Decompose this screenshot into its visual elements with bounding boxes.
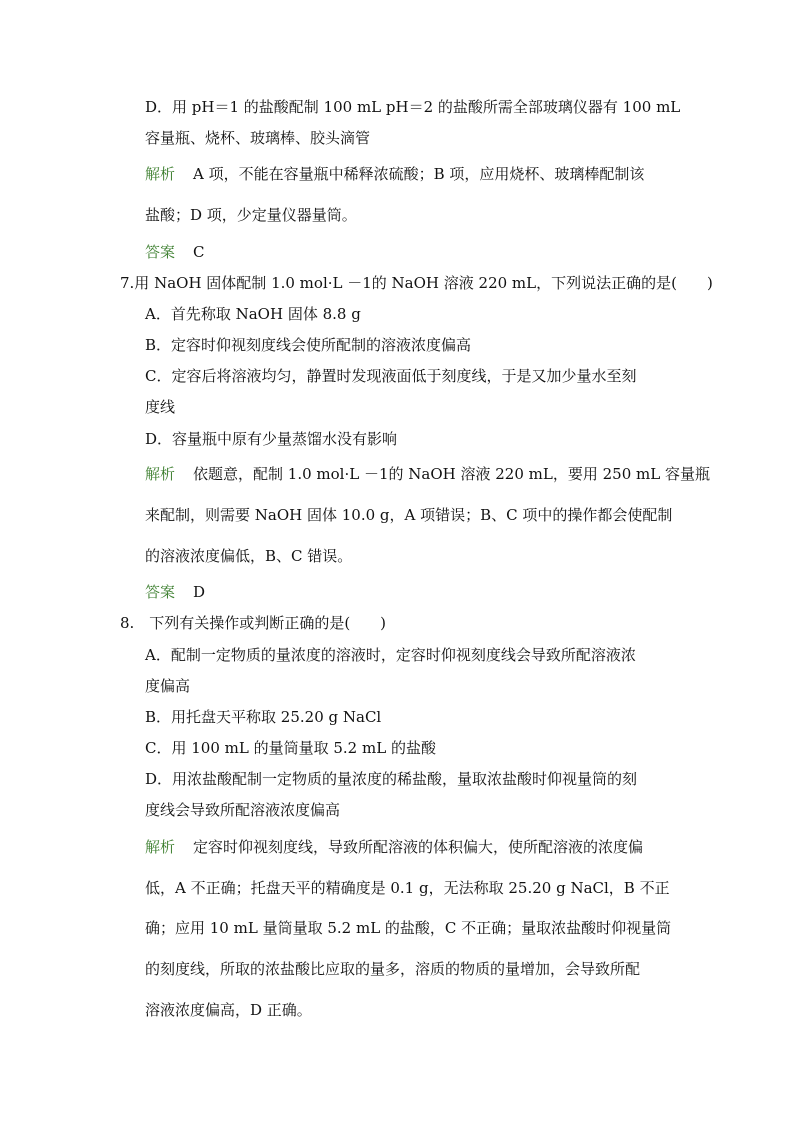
q8-analysis-text1: 定容时仰视刻度线，导致所配溶液的体积偏大，使所配溶液的浓度偏 xyxy=(193,838,644,856)
q8-analysis-line5: 溶液浓度偏高，D 正确。 xyxy=(145,1001,312,1019)
q6-option-d-line2: 容量瓶、烧杯、玻璃棒、胶头滴管 xyxy=(145,129,371,147)
q6-option-d-line1: D．用 pH＝1 的盐酸配制 100 mL pH＝2 的盐酸所需全部玻璃仪器有 100 mL xyxy=(145,98,681,116)
q6-answer-label: 答案 xyxy=(145,243,176,261)
q7-answer-label: 答案 xyxy=(145,583,176,601)
q6-answer-value: C xyxy=(193,243,205,261)
q8-option-b: B．用托盘天平称取 25.20 g NaCl xyxy=(145,708,382,726)
q7-analysis-label: 解析 xyxy=(145,465,176,483)
q7-option-b: B．定容时仰视刻度线会使所配制的溶液浓度偏高 xyxy=(145,336,472,354)
q8-stem: 8. 下列有关操作或判断正确的是( ) xyxy=(120,614,387,632)
q8-analysis-line1 xyxy=(145,837,643,857)
q6-analysis-line2: 盐酸；D 项，少定量仪器量筒。 xyxy=(145,206,357,224)
q7-option-a: A．首先称取 NaOH 固体 8.8 g xyxy=(145,305,361,323)
q7-analysis-text1: 依题意，配制 1.0 mol·L －1的 NaOH 溶液 220 mL，要用 250 mL 容量瓶 xyxy=(193,465,710,483)
q8-option-a-line1: A．配制一定物质的量浓度的溶液时，定容时仰视刻度线会导致所配溶液浓 xyxy=(145,646,636,664)
q8-option-a-line2: 度偏高 xyxy=(145,677,191,695)
q7-option-d: D．容量瓶中原有少量蒸馏水没有影响 xyxy=(145,430,398,448)
q7-option-c-line1: C．定容后将溶液均匀，静置时发现液面低于刻度线，于是又加少量水至刻 xyxy=(145,367,637,385)
q6-answer xyxy=(145,242,205,262)
q8-option-d-line2: 度线会导致所配溶液浓度偏高 xyxy=(145,801,341,819)
q7-answer xyxy=(145,582,205,602)
q8-option-c: C．用 100 mL 的量筒量取 5.2 mL 的盐酸 xyxy=(145,739,436,757)
q8-analysis-label: 解析 xyxy=(145,838,176,856)
q6-analysis-text1: A 项，不能在容量瓶中稀释浓硫酸；B 项，应用烧杯、玻璃棒配制该 xyxy=(193,165,645,183)
q7-analysis-line2: 来配制，则需要 NaOH 固体 10.0 g，A 项错误；B、C 项中的操作都会使配制 xyxy=(145,506,673,524)
q6-analysis-label: 解析 xyxy=(145,165,176,183)
q8-analysis-line2: 低，A 不正确；托盘天平的精确度是 0.1 g，无法称取 25.20 g NaCl，B 不正 xyxy=(145,879,670,897)
q8-analysis-line4: 的刻度线，所取的浓盐酸比应取的量多，溶质的物质的量增加，会导致所配 xyxy=(145,960,641,978)
q7-option-c-line2: 度线 xyxy=(145,398,176,416)
q8-analysis-line3: 确；应用 10 mL 量筒量取 5.2 mL 的盐酸，C 不正确；量取浓盐酸时仰视量筒 xyxy=(145,919,672,937)
q7-analysis-line1 xyxy=(145,464,710,484)
q6-analysis-line1 xyxy=(145,164,644,184)
q8-option-d-line1: D．用浓盐酸配制一定物质的量浓度的稀盐酸，量取浓盐酸时仰视量筒的刻 xyxy=(145,770,638,788)
q7-answer-value: D xyxy=(193,583,206,601)
q7-analysis-line3: 的溶液浓度偏低，B、C 错误。 xyxy=(145,547,353,565)
q7-stem: 7.用 NaOH 固体配制 1.0 mol·L －1的 NaOH 溶液 220 mL，下列说法正确的是( ) xyxy=(120,274,713,292)
